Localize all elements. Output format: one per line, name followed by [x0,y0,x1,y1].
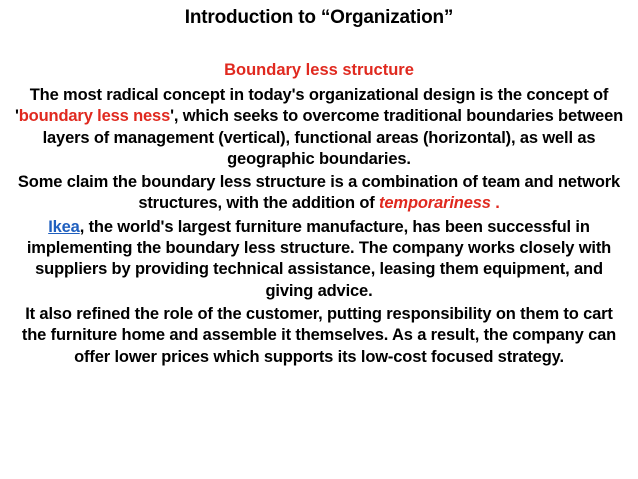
paragraph-ikea [12,217,626,302]
slide-title: Introduction to “Organization” [184,7,454,28]
slide-subtitle: Boundary less structure [224,61,414,79]
paragraph-definition [12,85,626,170]
highlight-boundaryless-ness: boundary less ness [18,107,171,126]
highlight-temporariness: temporariness [379,194,491,213]
paragraph-combination [12,172,626,215]
paragraph-combination-text-start: Some claim the boundary less structure is a combination of team and network structures, with the addition of [17,173,621,213]
paragraph-customer-role: It also refined the role of the customer, putting responsibility on them to cart the furniture home and assemble it themselves. As a result, the company can offer lower prices which supports its low-cost focused strategy. [21,304,617,366]
slide-body [12,85,626,370]
paragraph-definition-text-start: The most radical concept in today's organizational design is the concept of ' [14,86,609,126]
ikea-link[interactable]: Ikea [48,217,80,236]
paragraph-definition-text-end: ', which seeks to overcome traditional boundaries between layers of management (vertical), functional areas (horizontal), as well as geographic boundaries. [42,107,624,168]
paragraph-ikea-text: , the world's largest furniture manufacture, has been successful in implementing the boundary less structure. The company works closely with suppliers by providing technical assistance, leasing them equipment, and giving advice. [26,217,612,300]
paragraph-combination-text-end: . [490,194,500,213]
